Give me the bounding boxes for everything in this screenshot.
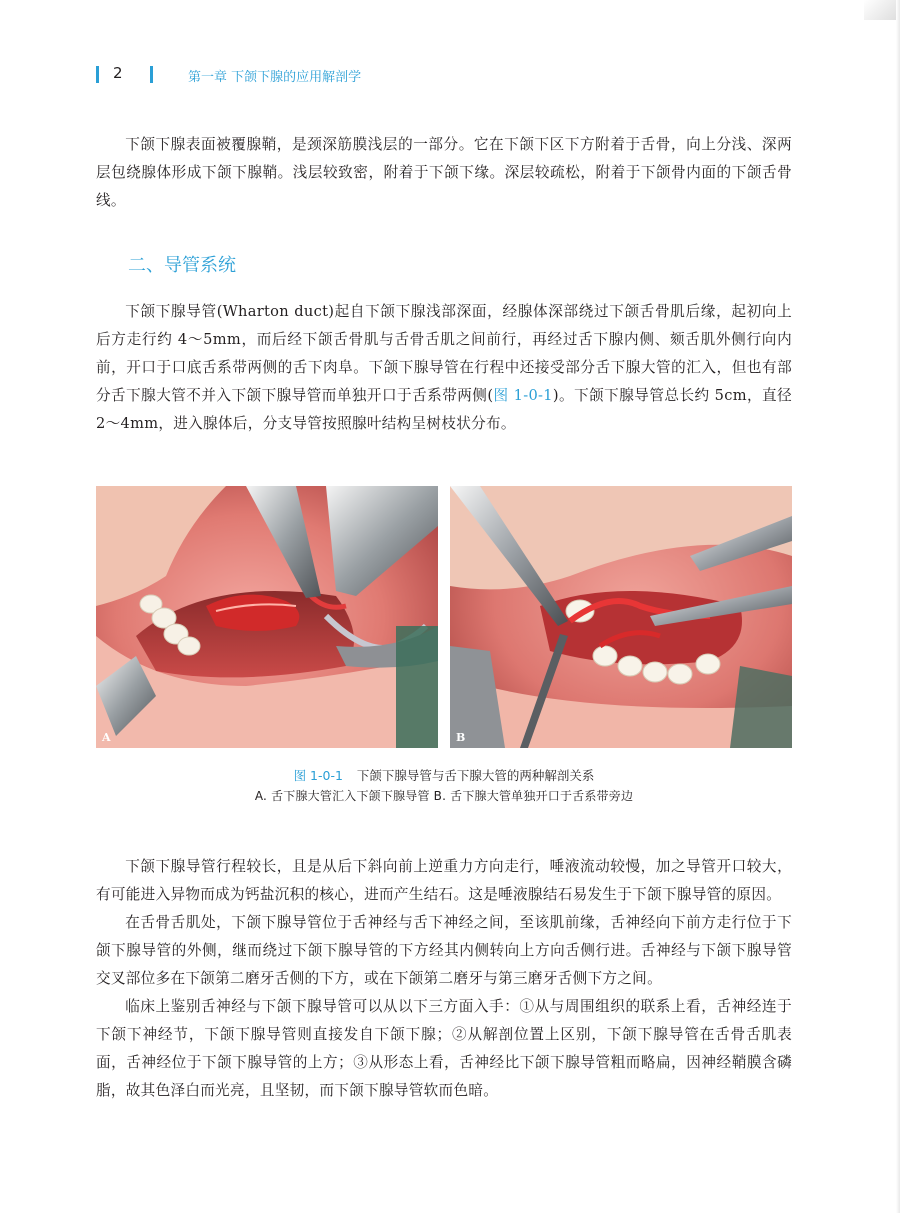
paragraph-wharton-duct	[96, 298, 792, 438]
figure-photo-b	[450, 486, 792, 748]
paragraph-gland-sheath: 下颌下腺表面被覆腺鞘，是颈深筋膜浅层的一部分。它在下颌下区下方附着于舌骨，向上分浅、深两层包绕腺体形成下颌下腺鞘。浅层较致密，附着于下颌下缘。深层较疏松，附着于下颌骨内面的下颌舌骨线。	[96, 136, 792, 209]
figure-subcaption: A. 舌下腺大管汇入下颌下腺导管 B. 舌下腺大管单独开口于舌系带旁边	[254, 789, 634, 803]
surgical-photo-b	[450, 486, 792, 748]
page-corner-fold	[864, 0, 900, 20]
section-title-duct-system: 二、导管系统	[128, 255, 236, 276]
figure-number: 图 1-0-1	[293, 768, 343, 783]
figure-photo-a	[96, 486, 438, 748]
page-number: 2	[113, 64, 123, 82]
surgical-photo-a	[96, 486, 438, 748]
figure-caption	[96, 766, 792, 784]
paragraph-clinical-differentiation: 临床上鉴别舌神经与下颌下腺导管可以从以下三方面入手：①从与周围组织的联系上看，舌神经连于下颌下神经节，下颌下腺导管则直接发自下颌下腺；②从解剖位置上区别，下颌下腺导管在舌骨舌肌表面，舌神经位于下颌下腺导管的上方；③从形态上看，舌神经比下颌下腺导管粗而略扁，因神经鞘膜含磷脂，故其色泽白而光亮，且坚韧，而下颌下腺导管软而色暗。	[96, 998, 792, 1099]
running-header	[96, 64, 516, 86]
page-edge-shadow	[896, 0, 900, 1213]
paragraph-lingual-nerve-relation: 在舌骨舌肌处，下颌下腺导管位于舌神经与舌下神经之间，至该肌前缘，舌神经向下前方走行位于下颌下腺导管的外侧，继而绕过下颌下腺导管的下方经其内侧转向上方向舌侧行进。舌神经与下颌下腺导管交叉部位多在下颌第二磨牙舌侧的下方，或在下颌第二磨牙与第三磨牙舌侧下方之间。	[96, 914, 792, 987]
photo-label-b: B	[456, 731, 466, 744]
chapter-title: 第一章 下颌下腺的应用解剖学	[188, 70, 362, 85]
paragraph-text: 下颌下腺导管(Wharton duct)起自下颌下腺浅部深面，经腺体深部绕过下颌舌骨肌后缘，起初向上后方走行约 4～5mm，而后经下颌舌骨肌与舌骨舌肌之间前行，再经过舌下腺内侧、颏舌肌外侧行向内前，开口于口底舌系带两侧的舌下肉阜。下颌下腺导管在行程中还接受部分舌下腺大管的汇入，但也有部分舌下腺大管不并入下颌下腺导管而单独开口于舌系带两侧(	[96, 303, 792, 404]
paragraph-text: )。下颌下腺导管总长约 5cm，直径 2～4mm，进入腺体后，分支导管按照腺叶结构呈树枝状分布。	[96, 387, 792, 432]
header-bar-right	[150, 66, 153, 83]
header-bar-left	[96, 66, 99, 83]
paragraph-calculus-cause: 下颌下腺导管行程较长，且是从后下斜向前上逆重力方向走行，唾液流动较慢，加之导管开口较大，有可能进入异物而成为钙盐沉积的核心，进而产生结石。这是唾液腺结石易发生于下颌下腺导管的原因。	[96, 858, 792, 903]
figure-title: 下颌下腺导管与舌下腺大管的两种解剖关系	[356, 768, 595, 783]
photo-label-a: A	[102, 731, 111, 744]
figure-reference-link[interactable]: 图 1-0-1	[493, 387, 553, 404]
